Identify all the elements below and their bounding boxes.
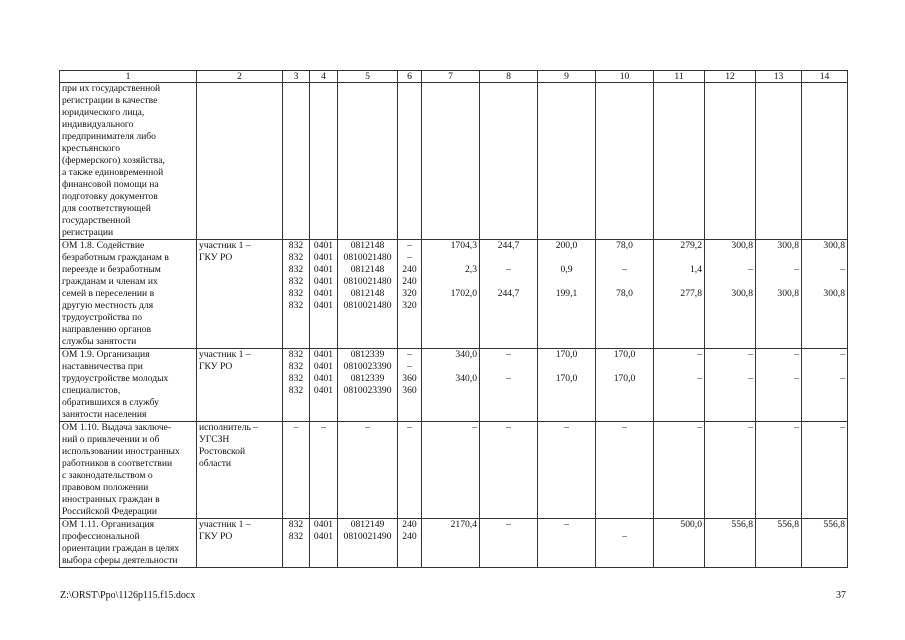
cell-line: 0401 — [313, 252, 334, 263]
cell-line: ОМ 1.8. Содействие — [62, 240, 145, 251]
cell-target-article — [338, 240, 398, 349]
cell-line — [656, 276, 702, 288]
cell-year-2020 — [802, 422, 848, 519]
col-header: 6 — [398, 71, 422, 83]
cell-year-2016 — [596, 240, 654, 349]
cell-year-2014 — [480, 240, 538, 349]
cell-year-2020 — [802, 83, 848, 240]
cell-line: – — [506, 422, 511, 433]
cell-responsible — [197, 349, 283, 422]
cell-line — [707, 252, 753, 264]
cell-line: 244,7 — [497, 288, 520, 299]
cell-line: участник 1 – — [199, 519, 251, 530]
cell-line — [598, 519, 651, 531]
cell-line: 556,8 — [731, 519, 753, 530]
cell-line: крестьянского — [62, 143, 121, 154]
cell-target-article — [338, 519, 398, 568]
col-header: 13 — [756, 71, 802, 83]
cell-line: 0810021480 — [343, 252, 392, 263]
cell-section-code — [310, 349, 338, 422]
cell-line: для соответствующей — [62, 203, 151, 214]
cell-line: – — [365, 422, 370, 433]
cell-line: наставничества при — [62, 361, 143, 372]
cell-line: государственной — [62, 215, 131, 226]
cell-year-2018 — [705, 519, 756, 568]
cell-line: – — [407, 349, 412, 360]
cell-line: при их государственной — [62, 83, 161, 94]
cell-year-2015 — [538, 519, 596, 568]
cell-line: а также единовременной — [62, 167, 164, 178]
cell-line: – — [407, 240, 412, 251]
cell-line: 240 — [402, 531, 417, 542]
cell-line: 300,8 — [823, 288, 845, 299]
col-header: 3 — [283, 71, 310, 83]
cell-line: 2170,4 — [450, 519, 477, 530]
cell-line: 0401 — [313, 300, 334, 311]
cell-line: – — [622, 422, 627, 433]
cell-line: 832 — [288, 264, 304, 275]
cell-line: (фермерского) хозяйства, — [62, 155, 165, 166]
cell-line: регистрации — [62, 227, 114, 238]
cell-line — [424, 276, 477, 288]
cell-line: – — [407, 422, 412, 433]
col-header: 14 — [802, 71, 848, 83]
cell-line: регистрации в качестве — [62, 95, 158, 106]
cell-line: предпринимателя либо — [62, 131, 156, 142]
cell-line: – — [506, 349, 511, 360]
cell-year-2016 — [596, 519, 654, 568]
cell-line: – — [697, 373, 702, 384]
cell-line: 0810021480 — [343, 300, 392, 311]
cell-line: 832 — [288, 240, 304, 251]
cell-line — [424, 361, 477, 373]
cell-line — [598, 252, 651, 264]
cell-line: исполнитель – — [199, 422, 259, 433]
cell-line: 0812148 — [350, 240, 385, 251]
cell-line: 0401 — [313, 519, 334, 530]
cell-line: индивидуального — [62, 119, 134, 130]
cell-line: 360 — [402, 373, 417, 384]
cell-line: 1702,0 — [450, 288, 477, 299]
cell-line: 0810021490 — [343, 531, 392, 542]
cell-line: гражданам и членам их — [62, 276, 158, 287]
cell-line: – — [697, 422, 702, 433]
cell-year-2019 — [756, 349, 802, 422]
cell-line: юридического лица, — [62, 107, 145, 118]
cell-line: – — [321, 422, 326, 433]
cell-line: ГКУ РО — [199, 531, 233, 542]
cell-line: – — [622, 264, 627, 275]
cell-line: направлению органов — [62, 324, 151, 335]
cell-year-2017 — [654, 349, 705, 422]
cell-total — [422, 422, 480, 519]
cell-line: 240 — [402, 276, 417, 287]
table-row — [60, 240, 848, 349]
cell-line: – — [506, 373, 511, 384]
cell-line: 0812339 — [350, 349, 385, 360]
cell-line: обратившихся в службу — [62, 397, 159, 408]
col-header: 10 — [596, 71, 654, 83]
cell-line: финансовой помощи на — [62, 179, 159, 190]
cell-year-2018 — [705, 240, 756, 349]
cell-line: – — [697, 349, 702, 360]
cell-target-article — [338, 422, 398, 519]
page-number: 37 — [836, 590, 846, 601]
cell-year-2020 — [802, 240, 848, 349]
cell-line: – — [840, 422, 845, 433]
file-path: Z:\ORST\Ppo\1126p115.f15.docx — [60, 590, 196, 601]
cell-line: 832 — [288, 300, 304, 311]
cell-line: подготовку документов — [62, 191, 158, 202]
cell-line — [656, 252, 702, 264]
cell-line: 0401 — [313, 385, 334, 396]
cell-total — [422, 83, 480, 240]
cell-line — [424, 252, 477, 264]
cell-line: 0401 — [313, 264, 334, 275]
cell-line: 0401 — [313, 276, 334, 287]
cell-line: 0812339 — [350, 373, 385, 384]
cell-line: 556,8 — [823, 519, 845, 530]
cell-line: 170,0 — [555, 349, 578, 360]
cell-line — [540, 276, 593, 288]
cell-total — [422, 240, 480, 349]
cell-year-2017 — [654, 422, 705, 519]
cell-measure-name — [60, 349, 197, 422]
cell-line — [482, 276, 535, 288]
cell-year-2018 — [705, 349, 756, 422]
col-header: 2 — [197, 71, 283, 83]
budget-table — [59, 70, 848, 568]
cell-year-2015 — [538, 349, 596, 422]
col-header: 9 — [538, 71, 596, 83]
cell-line: 832 — [288, 276, 304, 287]
cell-section-code — [310, 83, 338, 240]
cell-line: 0810023390 — [343, 361, 392, 372]
cell-line: 0401 — [313, 361, 334, 372]
cell-line: – — [794, 422, 799, 433]
table-row — [60, 422, 848, 519]
cell-line: 0812148 — [350, 264, 385, 275]
cell-line: безработным гражданам в — [62, 252, 169, 263]
cell-year-2015 — [538, 83, 596, 240]
cell-line: 0401 — [313, 240, 334, 251]
cell-measure-name — [60, 519, 197, 568]
cell-measure-name — [60, 83, 197, 240]
cell-expense-type — [398, 349, 422, 422]
cell-line: 170,0 — [613, 373, 636, 384]
cell-line: ОМ 1.9. Организация — [62, 349, 150, 360]
cell-grbs-code — [283, 240, 310, 349]
cell-responsible — [197, 519, 283, 568]
cell-line: 340,0 — [455, 349, 477, 360]
col-header: 4 — [310, 71, 338, 83]
col-header: 5 — [338, 71, 398, 83]
cell-line: области — [199, 458, 232, 469]
cell-line: трудоустройстве молодых — [62, 373, 169, 384]
cell-line: 0401 — [313, 531, 334, 542]
cell-grbs-code — [283, 349, 310, 422]
cell-line: 832 — [288, 385, 304, 396]
cell-line: – — [564, 422, 569, 433]
cell-expense-type — [398, 240, 422, 349]
cell-line: 832 — [288, 519, 304, 530]
cell-line: 832 — [288, 361, 304, 372]
cell-line: – — [748, 264, 753, 275]
col-header: 7 — [422, 71, 480, 83]
cell-line — [804, 252, 845, 264]
cell-line: ОМ 1.10. Выдача заключе- — [62, 422, 172, 433]
cell-line: 0,9 — [560, 264, 573, 275]
cell-year-2019 — [756, 422, 802, 519]
cell-line: – — [506, 519, 511, 530]
cell-line: трудоустройства по — [62, 312, 143, 323]
cell-year-2017 — [654, 83, 705, 240]
cell-year-2017 — [654, 240, 705, 349]
cell-line — [540, 361, 593, 373]
cell-line: 0810023390 — [343, 385, 392, 396]
cell-line: 170,0 — [555, 373, 578, 384]
cell-line: 0812149 — [350, 519, 385, 530]
cell-line: Ростовской — [199, 446, 246, 457]
cell-line: работников в соответствии — [62, 458, 173, 469]
cell-line: 1704,3 — [450, 240, 477, 251]
cell-total — [422, 349, 480, 422]
cell-line: 244,7 — [497, 240, 520, 251]
cell-line: 556,8 — [777, 519, 799, 530]
cell-line: службы занятости — [62, 336, 137, 347]
cell-grbs-code — [283, 83, 310, 240]
cell-line — [804, 361, 845, 373]
cell-section-code — [310, 519, 338, 568]
cell-line: 832 — [288, 252, 304, 263]
cell-line: 832 — [288, 288, 304, 299]
cell-line: УГСЗН — [199, 434, 230, 445]
cell-line: 500,0 — [680, 519, 702, 530]
cell-line: 199,1 — [555, 288, 578, 299]
cell-line: 340,0 — [455, 373, 477, 384]
cell-year-2014 — [480, 422, 538, 519]
cell-line: – — [794, 349, 799, 360]
cell-year-2017 — [654, 519, 705, 568]
cell-line: 0401 — [313, 349, 334, 360]
cell-section-code — [310, 422, 338, 519]
cell-line — [656, 361, 702, 373]
cell-line — [758, 276, 799, 288]
cell-line: – — [622, 531, 627, 542]
cell-measure-name — [60, 422, 197, 519]
cell-line: ОМ 1.11. Организация — [62, 519, 155, 530]
cell-line — [758, 361, 799, 373]
cell-line: – — [293, 422, 299, 433]
cell-line: 300,8 — [777, 288, 799, 299]
cell-year-2018 — [705, 83, 756, 240]
table-row — [60, 519, 848, 568]
cell-line: 360 — [402, 385, 417, 396]
cell-line: ГКУ РО — [199, 252, 233, 263]
cell-year-2019 — [756, 519, 802, 568]
cell-line: 300,8 — [777, 240, 799, 251]
cell-year-2016 — [596, 422, 654, 519]
cell-line: с законодательством о — [62, 470, 153, 481]
cell-grbs-code — [283, 519, 310, 568]
cell-year-2019 — [756, 240, 802, 349]
cell-measure-name — [60, 240, 197, 349]
cell-total — [422, 519, 480, 568]
cell-year-2015 — [538, 240, 596, 349]
col-header: 12 — [705, 71, 756, 83]
cell-line: – — [794, 373, 799, 384]
cell-line: специалистов, — [62, 385, 121, 396]
cell-line: иностранных граждан в — [62, 494, 160, 505]
cell-line: 0401 — [313, 373, 334, 384]
cell-line: семей в переселении в — [62, 288, 155, 299]
cell-expense-type — [398, 83, 422, 240]
cell-line: – — [748, 373, 753, 384]
cell-line: ГКУ РО — [199, 361, 233, 372]
cell-grbs-code — [283, 422, 310, 519]
col-header: 1 — [60, 71, 197, 83]
cell-year-2016 — [596, 83, 654, 240]
cell-line: 300,8 — [823, 240, 845, 251]
cell-line: 0401 — [313, 288, 334, 299]
cell-responsible — [197, 422, 283, 519]
cell-year-2020 — [802, 349, 848, 422]
cell-line: – — [748, 422, 753, 433]
cell-line: – — [840, 349, 845, 360]
cell-year-2019 — [756, 83, 802, 240]
col-header: 8 — [480, 71, 538, 83]
cell-section-code — [310, 240, 338, 349]
cell-expense-type — [398, 422, 422, 519]
cell-line: 240 — [402, 519, 417, 530]
cell-year-2020 — [802, 519, 848, 568]
cell-line — [482, 361, 535, 373]
cell-line: 170,0 — [613, 349, 636, 360]
cell-line: – — [407, 252, 412, 263]
cell-line: – — [840, 373, 845, 384]
cell-line: 832 — [288, 531, 304, 542]
cell-line — [540, 252, 593, 264]
cell-line — [707, 276, 753, 288]
cell-line: использовании иностранных — [62, 446, 180, 457]
column-number-row — [60, 71, 848, 83]
cell-line: – — [840, 264, 845, 275]
cell-line: 832 — [288, 373, 304, 384]
cell-line: – — [472, 422, 477, 433]
cell-year-2014 — [480, 519, 538, 568]
cell-line: 200,0 — [555, 240, 578, 251]
cell-line: выбора сферы деятельности — [62, 555, 178, 566]
cell-line: 1,4 — [690, 264, 702, 275]
cell-line: 2,3 — [465, 264, 477, 275]
cell-year-2014 — [480, 349, 538, 422]
cell-expense-type — [398, 519, 422, 568]
cell-line: 0812148 — [350, 288, 385, 299]
cell-year-2018 — [705, 422, 756, 519]
cell-line: 320 — [402, 300, 417, 311]
cell-line: – — [506, 264, 511, 275]
cell-line: 277,8 — [680, 288, 702, 299]
cell-line: правовом положении — [62, 482, 149, 493]
table-row — [60, 83, 848, 240]
cell-line: 240 — [402, 264, 417, 275]
cell-target-article — [338, 349, 398, 422]
cell-line: другую местность для — [62, 300, 154, 311]
cell-responsible — [197, 240, 283, 349]
cell-line: 78,0 — [616, 240, 633, 251]
cell-line: 320 — [402, 288, 417, 299]
cell-line: – — [748, 349, 753, 360]
cell-line: 0810021480 — [343, 276, 392, 287]
cell-line: ний о привлечении и об — [62, 434, 160, 445]
cell-line — [598, 276, 651, 288]
cell-line: – — [407, 361, 412, 372]
cell-line: 300,8 — [731, 240, 753, 251]
cell-line: – — [794, 264, 799, 275]
cell-line: участник 1 – — [199, 349, 251, 360]
table-row — [60, 349, 848, 422]
cell-line: 78,0 — [616, 288, 633, 299]
cell-year-2016 — [596, 349, 654, 422]
cell-year-2014 — [480, 83, 538, 240]
cell-line: – — [564, 519, 569, 530]
cell-line: 279,2 — [680, 240, 702, 251]
cell-line: занятости населения — [62, 409, 147, 420]
cell-line: профессиональной — [62, 531, 140, 542]
cell-target-article — [338, 83, 398, 240]
cell-line — [482, 252, 535, 264]
cell-year-2015 — [538, 422, 596, 519]
cell-line: переезде и безработным — [62, 264, 161, 275]
cell-line — [598, 361, 651, 373]
col-header: 11 — [654, 71, 705, 83]
cell-line: ориентации граждан в целях — [62, 543, 180, 554]
cell-responsible — [197, 83, 283, 240]
cell-line — [804, 276, 845, 288]
cell-line: 300,8 — [731, 288, 753, 299]
cell-line: 832 — [288, 349, 304, 360]
cell-line — [758, 252, 799, 264]
cell-line: участник 1 – — [199, 240, 251, 251]
cell-line — [707, 361, 753, 373]
cell-line: Российской Федерации — [62, 506, 157, 517]
